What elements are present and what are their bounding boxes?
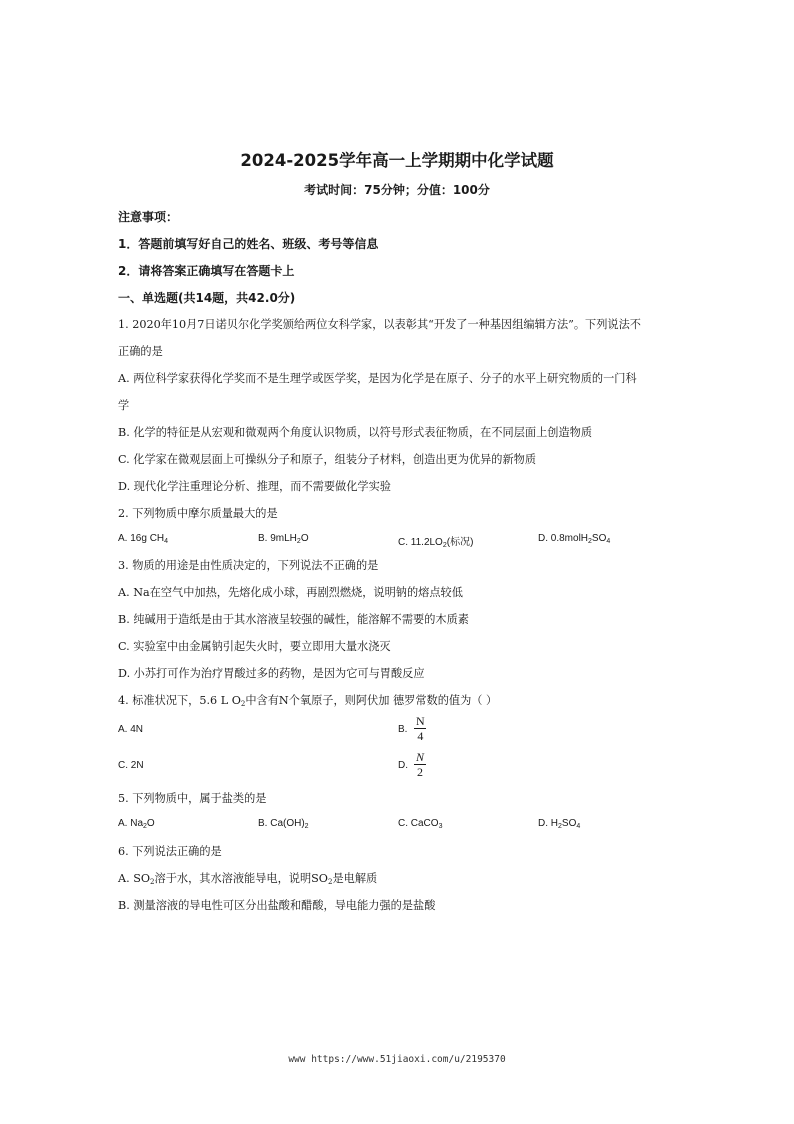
exam-info: 考试时间：75分钟；分值：100分 — [304, 183, 490, 197]
fraction-denominator: 2 — [417, 765, 423, 779]
question-1-option-b: B. 化学的特征是从宏观和微观两个角度认识物质，以符号形式表征物质，在不同层面上创造物质 — [118, 426, 593, 439]
fraction-denominator: 4 — [417, 729, 424, 743]
question-6-stem: 6. 下列说法正确的是 — [118, 845, 222, 858]
section-heading: 一、单选题(共14题，共42.0分) — [118, 291, 296, 305]
page-title: 2024-2025学年高一上学期期中化学试题 — [240, 151, 554, 170]
footer-url: www https://www.51jiaoxi.com/u/2195370 — [288, 1054, 506, 1065]
question-2-stem: 2. 下列物质中摩尔质量最大的是 — [118, 507, 278, 520]
notice-item: 1．答题前填写好自己的姓名、班级、考号等信息 — [118, 237, 379, 251]
question-1-option-a: A. 两位科学家获得化学奖而不是生理学或医学奖，是因为化学是在原子、分子的水平上研究物质的一门科 — [118, 372, 637, 385]
question-3-option-b: B. 纯碱用于造纸是由于其水溶液呈较强的碱性，能溶解不需要的木质素 — [118, 613, 469, 626]
question-3-option-a: A. Na在空气中加热，先熔化成小球，再剧烈燃烧，说明钠的熔点较低 — [118, 586, 463, 599]
question-5-option-d: D. $H_2SO_4$ — [538, 818, 581, 830]
question-3-option-c: C. 实验室中由金属钠引起失火时，要立即用大量水浇灭 — [118, 640, 391, 653]
question-1-stem-cont: 正确的是 — [118, 345, 163, 358]
fraction-numerator: N — [416, 750, 425, 764]
question-6-option-a: A. $SO_2$溶于水，其水溶液能导电，说明$SO_2$是电解质 — [118, 872, 378, 886]
notice-item: 2．请将答案正确填写在答题卡上 — [118, 264, 295, 278]
question-4-option-a: A. 4N — [118, 724, 144, 735]
question-4-option-c: C. 2N — [118, 760, 144, 771]
question-1-stem: 1. 2020年10月7日诺贝尔化学奖颁给两位女科学家，以表彰其“开发了一种基因组编辑方法”。下列说法不 — [118, 318, 641, 331]
fraction-numerator: N — [416, 714, 425, 728]
question-6-option-b: B. 测量溶液的导电性可区分出盐酸和醋酸，导电能力强的是盐酸 — [118, 899, 436, 912]
question-1-option-a-cont: 学 — [118, 399, 130, 412]
question-1-option-c: C. 化学家在微观层面上可操纵分子和原子，组装分子材料，创造出更为优异的新物质 — [118, 453, 537, 466]
notice-heading: 注意事项： — [118, 210, 179, 224]
question-5-option-c: C. CaCO$_3$ — [398, 818, 443, 830]
question-4-stem: 4. 标准状况下，5.6 L $O_2$中含有N个氧原子，则阿伏加 德罗常数的值为（ ） — [118, 694, 498, 708]
question-2-option-a: A. 16g $CH_4$ — [118, 533, 169, 545]
question-1-option-d: D. 现代化学注重理论分析、推理，而不需要做化学实验 — [118, 480, 391, 493]
question-4-option-d-label: D. — [398, 760, 408, 771]
question-5-option-b: B. $Ca(OH)_2$ — [258, 818, 309, 830]
question-2-option-c: C. $11.2LO_2$(标况) — [398, 537, 474, 549]
question-3-option-d: D. 小苏打可作为治疗胃酸过多的药物，是因为它可与胃酸反应 — [118, 667, 425, 680]
question-3-stem: 3. 物质的用途是由性质决定的，下列说法不正确的是 — [118, 559, 379, 572]
question-2-option-d: D. $0.8molH_2SO_4$ — [538, 533, 611, 545]
question-5-option-a: A. $Na_2O$ — [118, 818, 155, 830]
question-4-option-b-label: B. — [398, 724, 408, 735]
question-2-option-b: B. 9mLH$_2$O — [258, 533, 309, 545]
question-5-stem: 5. 下列物质中，属于盐类的是 — [118, 792, 267, 805]
fraction-n-over-2 — [414, 750, 426, 779]
fraction-n-over-4 — [414, 714, 427, 743]
